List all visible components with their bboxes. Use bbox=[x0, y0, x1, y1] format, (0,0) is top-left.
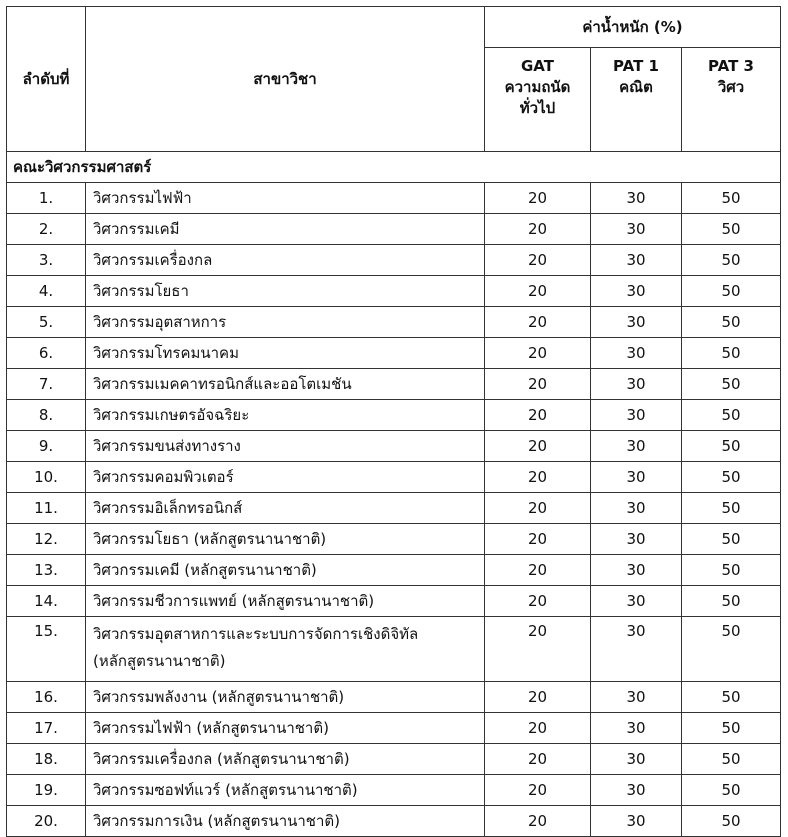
row-major-line: วิศวกรรมโยธา (หลักสูตรนานาชาติ) bbox=[93, 529, 327, 548]
row-gat: 20 bbox=[485, 806, 591, 837]
row-major bbox=[86, 214, 485, 245]
row-pat1: 30 bbox=[591, 183, 682, 214]
row-gat: 20 bbox=[485, 307, 591, 338]
row-pat3: 50 bbox=[682, 245, 781, 276]
row-major bbox=[86, 524, 485, 555]
table-row bbox=[7, 183, 781, 214]
row-gat: 20 bbox=[485, 276, 591, 307]
weight-table bbox=[6, 6, 781, 837]
row-major-line: วิศวกรรมเมคคาทรอนิกส์และออโตเมชัน bbox=[93, 374, 352, 393]
row-major-line: วิศวกรรมเคมี (หลักสูตรนานาชาติ) bbox=[93, 560, 317, 579]
row-gat: 20 bbox=[485, 400, 591, 431]
row-major bbox=[86, 775, 485, 806]
row-major-line: วิศวกรรมอุตสาหการและระบบการจัดการเชิงดิจิทัล bbox=[93, 625, 419, 643]
table-row bbox=[7, 431, 781, 462]
row-pat1: 30 bbox=[591, 555, 682, 586]
header-pat1-line: PAT 1 bbox=[613, 57, 659, 75]
header-pat1 bbox=[591, 48, 682, 152]
row-pat1: 30 bbox=[591, 369, 682, 400]
row-pat3: 50 bbox=[682, 713, 781, 744]
row-number: 14. bbox=[7, 586, 86, 617]
row-pat3: 50 bbox=[682, 400, 781, 431]
row-pat3: 50 bbox=[682, 276, 781, 307]
row-major bbox=[86, 617, 485, 682]
row-major-line: วิศวกรรมเคมี bbox=[93, 219, 180, 238]
header-major: สาขาวิชา bbox=[86, 7, 485, 152]
row-number: 16. bbox=[7, 682, 86, 713]
header-rank: ลำดับที่ bbox=[7, 7, 86, 152]
row-pat1: 30 bbox=[591, 338, 682, 369]
row-number: 3. bbox=[7, 245, 86, 276]
row-number: 8. bbox=[7, 400, 86, 431]
row-pat3: 50 bbox=[682, 586, 781, 617]
row-pat1: 30 bbox=[591, 431, 682, 462]
row-major-line: วิศวกรรมเครื่องกล (หลักสูตรนานาชาติ) bbox=[93, 749, 350, 768]
row-major-line: วิศวกรรมเกษตรอัจฉริยะ bbox=[93, 405, 250, 424]
row-major bbox=[86, 338, 485, 369]
header-gat-line: GAT bbox=[521, 57, 554, 75]
row-gat: 20 bbox=[485, 744, 591, 775]
row-gat: 20 bbox=[485, 338, 591, 369]
row-number: 6. bbox=[7, 338, 86, 369]
row-number: 5. bbox=[7, 307, 86, 338]
row-major bbox=[86, 682, 485, 713]
table-row bbox=[7, 586, 781, 617]
row-major-line: วิศวกรรมขนส่งทางราง bbox=[93, 436, 241, 455]
row-number: 2. bbox=[7, 214, 86, 245]
table-row bbox=[7, 307, 781, 338]
row-number: 20. bbox=[7, 806, 86, 837]
row-major-line: วิศวกรรมโยธา bbox=[93, 281, 189, 300]
table-row bbox=[7, 369, 781, 400]
row-number: 9. bbox=[7, 431, 86, 462]
row-pat3: 50 bbox=[682, 431, 781, 462]
row-major bbox=[86, 369, 485, 400]
row-pat3: 50 bbox=[682, 744, 781, 775]
table-row bbox=[7, 713, 781, 744]
row-gat: 20 bbox=[485, 682, 591, 713]
row-pat3: 50 bbox=[682, 307, 781, 338]
row-pat1: 30 bbox=[591, 586, 682, 617]
row-major-line: วิศวกรรมไฟฟ้า bbox=[93, 188, 192, 207]
table-row bbox=[7, 775, 781, 806]
row-gat: 20 bbox=[485, 524, 591, 555]
row-gat: 20 bbox=[485, 586, 591, 617]
row-gat: 20 bbox=[485, 462, 591, 493]
row-major-line: (หลักสูตรนานาชาติ) bbox=[93, 652, 226, 670]
row-pat1: 30 bbox=[591, 524, 682, 555]
table-row bbox=[7, 524, 781, 555]
row-major bbox=[86, 713, 485, 744]
row-major-line: วิศวกรรมโทรคมนาคม bbox=[93, 343, 239, 362]
row-gat: 20 bbox=[485, 555, 591, 586]
table-row bbox=[7, 744, 781, 775]
table-row bbox=[7, 682, 781, 713]
row-number: 10. bbox=[7, 462, 86, 493]
row-pat1: 30 bbox=[591, 744, 682, 775]
row-pat1: 30 bbox=[591, 775, 682, 806]
row-pat1: 30 bbox=[591, 617, 682, 682]
row-pat3: 50 bbox=[682, 806, 781, 837]
row-pat1: 30 bbox=[591, 245, 682, 276]
row-number: 13. bbox=[7, 555, 86, 586]
row-gat: 20 bbox=[485, 431, 591, 462]
row-pat3: 50 bbox=[682, 555, 781, 586]
row-pat3: 50 bbox=[682, 524, 781, 555]
row-major-line: วิศวกรรมไฟฟ้า (หลักสูตรนานาชาติ) bbox=[93, 718, 329, 737]
header-pat3 bbox=[682, 48, 781, 152]
row-pat1: 30 bbox=[591, 307, 682, 338]
row-number: 1. bbox=[7, 183, 86, 214]
row-pat1: 30 bbox=[591, 214, 682, 245]
row-number: 11. bbox=[7, 493, 86, 524]
row-pat3: 50 bbox=[682, 369, 781, 400]
row-pat3: 50 bbox=[682, 214, 781, 245]
row-pat1: 30 bbox=[591, 400, 682, 431]
faculty-heading: คณะวิศวกรรมศาสตร์ bbox=[7, 152, 781, 183]
row-major-line: วิศวกรรมคอมพิวเตอร์ bbox=[93, 467, 234, 486]
header-pat3-line: PAT 3 bbox=[708, 57, 754, 75]
row-gat: 20 bbox=[485, 775, 591, 806]
table-row bbox=[7, 806, 781, 837]
row-major bbox=[86, 586, 485, 617]
row-pat1: 30 bbox=[591, 682, 682, 713]
table-row bbox=[7, 555, 781, 586]
row-major-line: วิศวกรรมซอฟท์แวร์ (หลักสูตรนานาชาติ) bbox=[93, 780, 358, 799]
row-major-line: วิศวกรรมอิเล็กทรอนิกส์ bbox=[93, 498, 243, 517]
row-pat1: 30 bbox=[591, 493, 682, 524]
row-major bbox=[86, 307, 485, 338]
header-gat-line: ความถนัด bbox=[504, 78, 571, 96]
row-gat: 20 bbox=[485, 617, 591, 682]
row-gat: 20 bbox=[485, 183, 591, 214]
row-major-line: วิศวกรรมเครื่องกล bbox=[93, 250, 213, 269]
row-pat3: 50 bbox=[682, 338, 781, 369]
row-major bbox=[86, 183, 485, 214]
row-pat3: 50 bbox=[682, 183, 781, 214]
row-number: 12. bbox=[7, 524, 86, 555]
row-number: 19. bbox=[7, 775, 86, 806]
row-major-line: วิศวกรรมชีวการแพทย์ (หลักสูตรนานาชาติ) bbox=[93, 591, 375, 610]
row-major bbox=[86, 744, 485, 775]
row-gat: 20 bbox=[485, 214, 591, 245]
header-pat3-line: วิศว bbox=[717, 78, 745, 96]
row-major bbox=[86, 400, 485, 431]
row-major-line: วิศวกรรมการเงิน (หลักสูตรนานาชาติ) bbox=[93, 811, 341, 830]
row-major bbox=[86, 555, 485, 586]
table-row bbox=[7, 400, 781, 431]
row-pat3: 50 bbox=[682, 493, 781, 524]
row-pat1: 30 bbox=[591, 806, 682, 837]
table-row bbox=[7, 493, 781, 524]
row-gat: 20 bbox=[485, 245, 591, 276]
row-number: 17. bbox=[7, 713, 86, 744]
table-row bbox=[7, 245, 781, 276]
row-major bbox=[86, 806, 485, 837]
row-number: 7. bbox=[7, 369, 86, 400]
table-row bbox=[7, 214, 781, 245]
row-major bbox=[86, 245, 485, 276]
table-row bbox=[7, 462, 781, 493]
row-major bbox=[86, 462, 485, 493]
row-pat1: 30 bbox=[591, 462, 682, 493]
row-major bbox=[86, 493, 485, 524]
row-pat3: 50 bbox=[682, 617, 781, 682]
row-major-line: วิศวกรรมอุตสาหการ bbox=[93, 312, 227, 331]
row-gat: 20 bbox=[485, 713, 591, 744]
row-pat3: 50 bbox=[682, 682, 781, 713]
header-pat1-line: คณิต bbox=[619, 78, 653, 96]
row-pat1: 30 bbox=[591, 713, 682, 744]
table-row bbox=[7, 338, 781, 369]
table-row bbox=[7, 276, 781, 307]
row-number: 18. bbox=[7, 744, 86, 775]
row-gat: 20 bbox=[485, 369, 591, 400]
row-pat3: 50 bbox=[682, 775, 781, 806]
header-gat bbox=[485, 48, 591, 152]
row-number: 15. bbox=[7, 617, 86, 682]
row-gat: 20 bbox=[485, 493, 591, 524]
header-weight: ค่าน้ำหนัก (%) bbox=[485, 7, 781, 48]
row-pat1: 30 bbox=[591, 276, 682, 307]
row-major bbox=[86, 431, 485, 462]
table-row bbox=[7, 617, 781, 682]
row-major bbox=[86, 276, 485, 307]
row-number: 4. bbox=[7, 276, 86, 307]
row-pat3: 50 bbox=[682, 462, 781, 493]
header-gat-line: ทั่วไป bbox=[519, 99, 556, 117]
row-major-line: วิศวกรรมพลังงาน (หลักสูตรนานาชาติ) bbox=[93, 687, 345, 706]
